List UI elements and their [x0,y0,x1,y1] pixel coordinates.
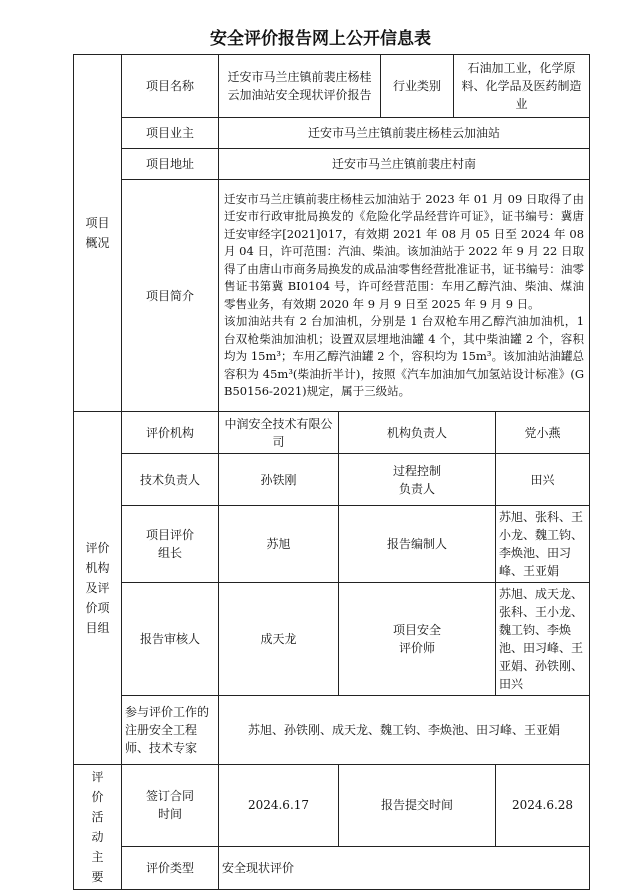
reviewer-label: 报告审核人 [122,583,219,696]
summary-label: 项目简介 [122,180,219,412]
org-section-line3: 及评 [85,581,110,595]
team-leader-value: 苏旭 [219,506,339,583]
assessors-label-line1: 项目安全 [393,623,442,637]
activity-section-line3: 主 要 [91,850,116,884]
tech-lead-label: 技术负责人 [122,454,219,506]
submit-date-value: 2024.6.28 [496,765,590,847]
org-section-label [74,412,122,765]
engineers-value: 苏旭、孙铁刚、成天龙、魏工钧、李焕池、田习峰、王亚娟 [219,696,590,765]
address-value: 迁安市马兰庄镇前裴庄村南 [219,149,590,180]
agency-head-value: 党小燕 [496,412,590,454]
process-control-value: 田兴 [496,454,590,506]
process-control-label [339,454,496,506]
summary-paragraph-2: 该加油站共有 2 台加油机，分别是 1 台双枪车用乙醇汽油加油机，1 台双枪柴油加油机；设置双层埋地油罐 4 个，其中柴油罐 2 个，容积均为 15m³；车用乙醇汽油罐 2 个，容积均为 15m³。该加油站油罐总容积为 45m³(柴油折半计)，按照《汽车加油加气加氢站设计标准》(GB50156-2021)规定，属于三级站。 [224,314,585,398]
agency-head-label: 机构负责人 [339,412,496,454]
page-title: 安全评价报告网上公开信息表 [210,29,431,49]
team-leader-label-line2: 组长 [157,546,182,560]
industry-label: 行业类别 [381,55,454,118]
agency-value: 中润安全技术有限公司 [219,412,339,454]
reviewer-value: 成天龙 [219,583,339,696]
overview-section-line2: 概况 [85,236,110,250]
eval-type-value: 安全现状评价 [219,846,590,889]
owner-value: 迁安市马兰庄镇前裴庄杨桂云加油站 [219,118,590,149]
info-table [73,54,590,890]
submit-date-label: 报告提交时间 [339,765,496,847]
team-leader-label [122,506,219,583]
process-control-label-line1: 过程控制 [393,463,442,478]
process-control-label-line2: 负责人 [399,481,436,496]
assessors-value: 苏旭、成天龙、张科、王小龙、魏工钧、李焕池、田习峰、王亚娟、孙铁刚、田兴 [496,583,590,696]
contract-date-label-line1: 签订合同 [145,789,194,804]
summary-value [219,180,590,412]
org-section-line4: 价项 [85,601,110,615]
org-section-line2: 机构 [85,561,110,575]
address-label: 项目地址 [122,149,219,180]
owner-label: 项目业主 [122,118,219,149]
assessors-label [339,583,496,696]
overview-section-label [74,55,122,412]
eval-type-label: 评价类型 [122,846,219,889]
contract-date-label-line2: 时间 [157,807,182,822]
project-name-value: 迁安市马兰庄镇前裴庄杨桂云加油站安全现状评价报告 [219,55,381,118]
agency-label: 评价机构 [122,412,219,454]
assessors-label-line2: 评价师 [399,641,436,655]
org-section-line1: 评价 [85,541,110,555]
activity-section-line1: 评 价 [91,770,116,804]
activity-section-line2: 活 动 [91,810,116,844]
team-leader-label-line1: 项目评价 [145,528,194,542]
summary-paragraph-1: 迁安市马兰庄镇前裴庄杨桂云加油站于 2023 年 01 月 09 日取得了由迁安市行政审批局换发的《危险化学品经营许可证》，证书编号：冀唐迁安审经字[2021]017，有效期 2021 年 08 月 05 日至 2024 年 08 月 04 日，许可范围：汽油、柴油。该加油站于 2022 年 9 月 22 日取得了由唐山市商务局换发的成品油零售经营批准证书，证书编号：油零售证书第冀 BI0104 号，许可经营范围：车用乙醇汽油、柴油、煤油零售业务，有效期 2020 年 9 月 9 日至 2025 年 9 月 9 日。 [224,191,585,311]
overview-section-line1: 项目 [85,216,110,230]
activity-section-label [74,765,122,890]
engineers-label: 参与评价工作的注册安全工程师、技术专家 [122,696,219,765]
contract-date-label [122,765,219,847]
industry-value: 石油加工业，化学原料、化学品及医药制造业 [454,55,590,118]
org-section-line5: 目组 [85,621,110,635]
contract-date-value: 2024.6.17 [219,765,339,847]
project-name-label: 项目名称 [122,55,219,118]
tech-lead-value: 孙铁刚 [219,454,339,506]
compiler-value: 苏旭、张科、王小龙、魏工钧、李焕池、田习峰、王亚娟 [496,506,590,583]
compiler-label: 报告编制人 [339,506,496,583]
